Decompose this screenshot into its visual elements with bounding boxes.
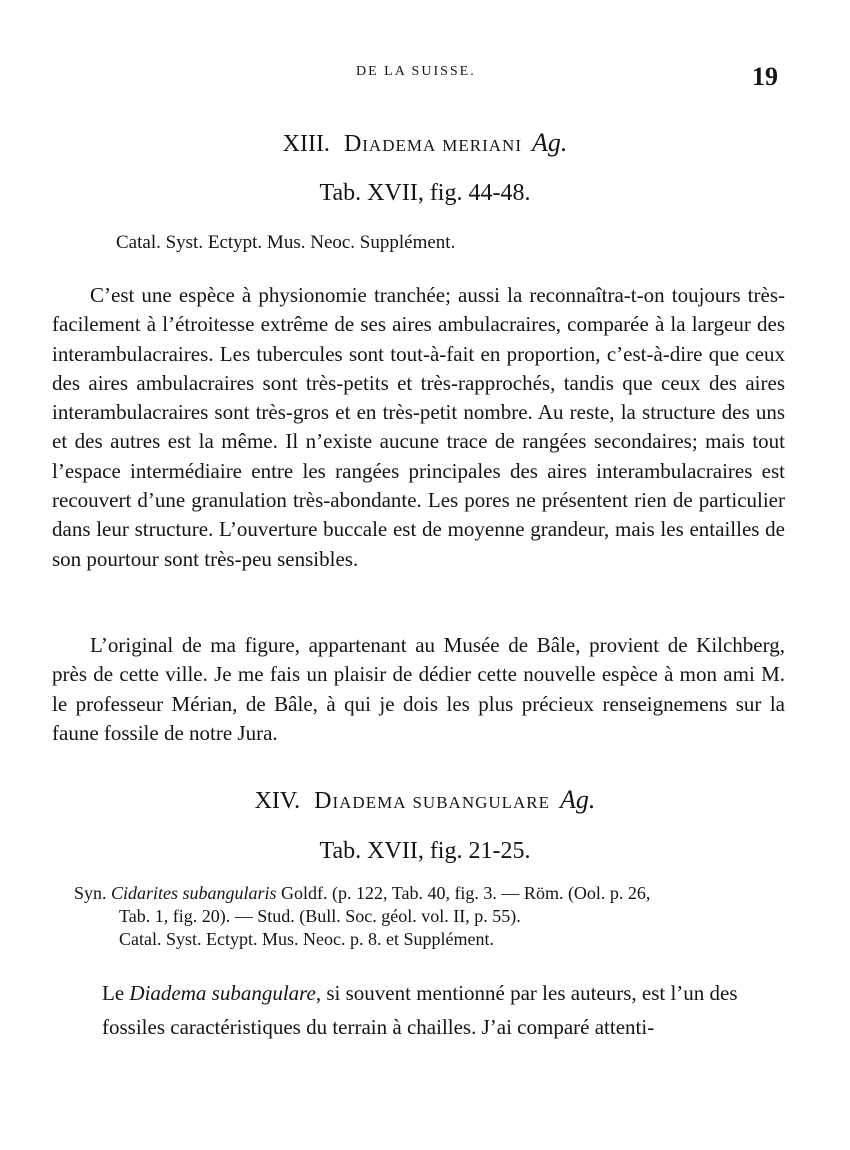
page-number: 19	[752, 62, 778, 91]
paragraph-text: , si souvent mentionné par les auteurs, est l’un des fossiles caractéristiques du terrain à chailles. J’ai comparé attenti-	[102, 981, 738, 1039]
synonymy-line-1	[74, 882, 650, 905]
catalogue-reference-13: Catal. Syst. Ectypt. Mus. Neoc. Supplément.	[116, 232, 456, 253]
species-name: meriani	[442, 131, 522, 157]
description-paragraph-1: C’est une espèce à physionomie tranchée; aussi la reconnaîtra-t-on toujours très-facilement à l’étroitesse extrême de ses aires ambulacraires, comparée à la largeur des interambulacraires. Les tubercules sont tout-à-fait en proportion, c’est-à-dire que ceux des aires ambulacraires sont très-petits et très-rapprochés, tandis que ceux des aires interambulacraires sont très-gros et en très-petit nombre. Au reste, la structure des uns et des autres est la même. Il n’existe aucune trace de rangées secondaires; mais tout l’espace intermédiaire entre les rangées principales des aires interambulacraires est recouvert d’une granulation très-abondante. Les pores ne présentent rien de particulier dans leur structure. L’ouverture buccale est de moyenne grandeur, mais les entailles de son pourtour sont très-peu sensibles.	[52, 283, 785, 571]
species-number: XIII.	[282, 131, 330, 157]
plate-reference-13: Tab. XVII, fig. 44-48.	[319, 180, 531, 206]
synonym-name: Cidarites subangularis	[111, 883, 277, 903]
synonymy-label: Syn.	[74, 883, 107, 903]
running-head: DE LA SUISSE.	[356, 64, 476, 79]
species-number: XIV.	[254, 788, 301, 814]
species-name: subangulare	[412, 788, 551, 814]
species-name-italic: Diadema subangulare	[129, 981, 316, 1005]
species-heading-13	[0, 128, 850, 158]
paragraph-text: Le	[102, 981, 125, 1005]
genus-name: Diadema	[314, 788, 407, 814]
synonymy-block	[74, 882, 650, 951]
description-paragraph-2: L’original de ma figure, appartenant au Musée de Bâle, provient de Kilchberg, près de cette ville. Je me fais un plaisir de dédier cette nouvelle espèce à mon ami M. le professeur Mérian, de Bâle, à qui je dois les plus précieux renseignemens sur la faune fossile de notre Jura.	[52, 633, 785, 745]
plate-reference-14: Tab. XVII, fig. 21-25.	[319, 838, 531, 864]
author-abbrev: Ag.	[560, 785, 596, 814]
synonymy-line-3: Catal. Syst. Ectypt. Mus. Neoc. p. 8. et Supplément.	[119, 929, 494, 949]
synonymy-line-2: Tab. 1, fig. 20). — Stud. (Bull. Soc. géol. vol. II, p. 55).	[119, 906, 521, 926]
description-paragraph-3	[102, 976, 782, 1044]
synonymy-citation: Goldf. (p. 122, Tab. 40, fig. 3. — Röm. (Ool. p. 26,	[281, 883, 651, 903]
species-heading-14	[0, 785, 850, 815]
author-abbrev: Ag.	[531, 128, 568, 157]
genus-name: Diadema	[343, 131, 437, 157]
